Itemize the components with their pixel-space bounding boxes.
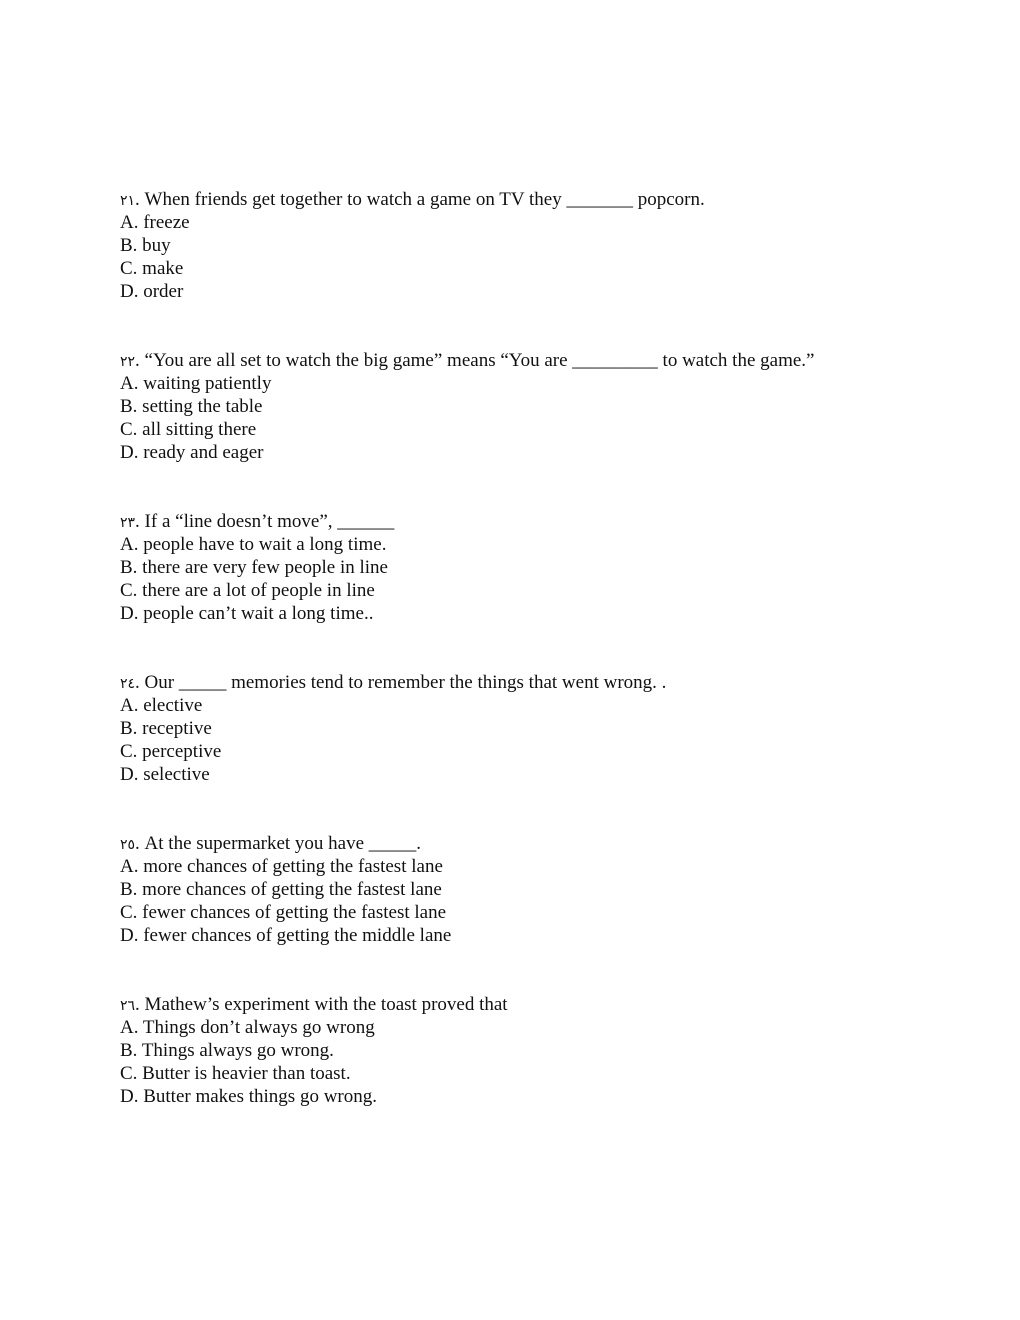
question-stem [120,510,940,533]
question-stem [120,993,940,1016]
question-number: ٢٣ [120,515,136,531]
question-text: . If a “line doesn’t move”, ______ [135,511,395,532]
option-d: D. people can’t wait a long time.. [120,603,374,624]
option-d: D. fewer chances of getting the middle lane [120,925,452,946]
question-26 [120,993,940,1108]
question-21 [120,188,940,303]
option-d: D. selective [120,764,210,785]
option-c: C. there are a lot of people in line [120,580,375,601]
option-c: C. make [120,258,184,279]
question-text: . At the supermarket you have _____. [135,833,422,854]
question-23 [120,510,940,625]
quiz-page [120,188,940,1154]
option-a: A. people have to wait a long time. [120,534,387,555]
option-c: C. fewer chances of getting the fastest lane [120,902,447,923]
option-b: B. receptive [120,718,212,739]
option-b: B. Things always go wrong. [120,1040,334,1061]
option-b: B. buy [120,235,171,256]
question-number: ٢٦ [120,998,136,1014]
question-24 [120,671,940,786]
question-text: . Mathew’s experiment with the toast proved that [135,994,508,1015]
question-22 [120,349,940,464]
question-text: . “You are all set to watch the big game” means “You are _________ to watch the game.” [135,350,815,371]
question-text: . When friends get together to watch a game on TV they _______ popcorn. [135,189,705,210]
question-number: ٢٥ [120,837,136,853]
option-c: C. Butter is heavier than toast. [120,1063,351,1084]
question-25 [120,832,940,947]
option-b: B. setting the table [120,396,263,417]
option-c: C. all sitting there [120,419,257,440]
option-b: B. there are very few people in line [120,557,388,578]
option-d: D. ready and eager [120,442,264,463]
question-number: ٢٢ [120,354,136,370]
option-a: A. Things don’t always go wrong [120,1017,375,1038]
question-number: ٢١ [120,193,136,209]
question-stem [120,188,940,211]
question-text: . Our _____ memories tend to remember the things that went wrong. . [135,672,667,693]
option-d: D. Butter makes things go wrong. [120,1086,378,1107]
question-stem [120,671,940,694]
option-a: A. more chances of getting the fastest lane [120,856,443,877]
question-stem [120,832,940,855]
option-b: B. more chances of getting the fastest lane [120,879,442,900]
option-a: A. freeze [120,212,190,233]
option-a: A. elective [120,695,203,716]
option-c: C. perceptive [120,741,222,762]
question-number: ٢٤ [120,676,136,692]
option-a: A. waiting patiently [120,373,272,394]
option-d: D. order [120,281,184,302]
question-stem [120,349,940,372]
